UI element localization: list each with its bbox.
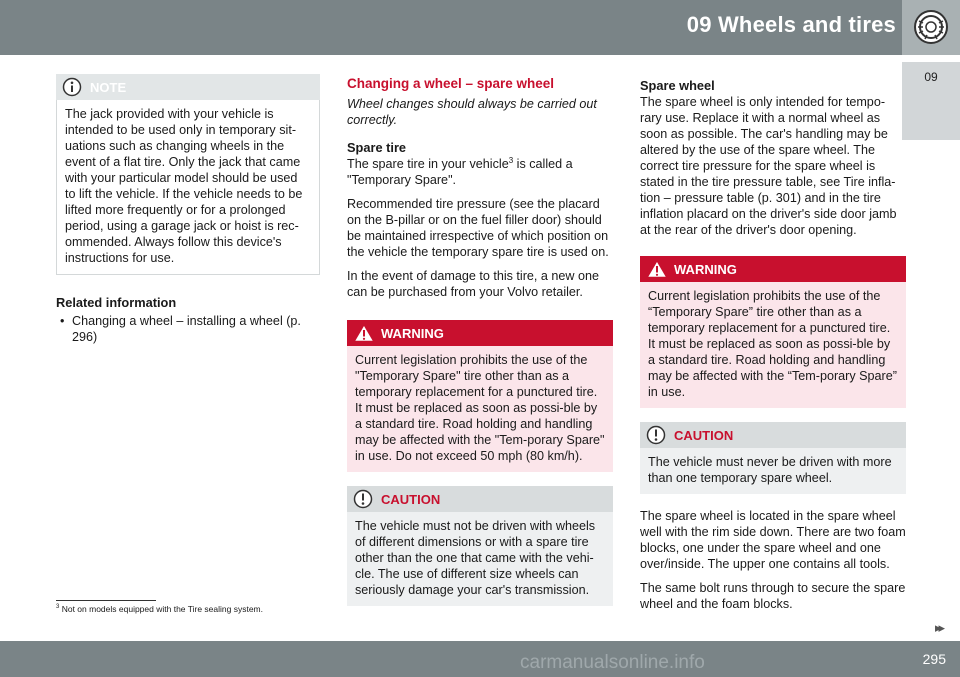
caution-box [347,486,613,606]
spare-tire-paragraph [347,156,613,188]
chapter-side-tab[interactable] [902,62,960,140]
caution-header [347,486,613,512]
note-header [56,74,320,100]
warning-box [347,320,613,472]
page-footer [0,641,960,677]
section-subtitle: Wheel changes should always be carried out correctly. [347,97,597,127]
warning-label: WARNING [674,262,737,277]
tire-icon [913,9,949,45]
bullet-icon: • [60,314,65,328]
caution-header [640,422,906,448]
retailer-paragraph: In the event of damage to this tire, a new one can be purchased from your Volvo retailer. [347,269,600,299]
footnote [56,604,263,614]
warning-box [640,256,906,408]
chapter-title: 09 Wheels and tires [686,12,896,37]
pressure-paragraph: Recommended tire pressure (see the placard on the B-pillar or on the fuel filler door) should be maintained irrespective of which position on the vehicle the temporary spare tire is used on. [347,197,609,259]
note-label: NOTE [90,80,127,95]
info-icon [62,77,82,97]
warning-triangle-icon [646,259,668,279]
spare-wheel-paragraph: The spare wheel is only intended for tempo-rary use. Replace it with a normal wheel as soon as possible. The car's handling may be altered by the use of the spare wheel. The correct tire pressure for the spare wheel is stated in the tire pressure table, see Tire infla-tion – pressure table (p. 301) and in the tire inflation placard on the driver's side door jamb at the rear of the driver's door opening. [640,95,897,237]
footnote-divider [56,600,156,601]
warning-label: WARNING [381,326,444,341]
warning-header [347,320,613,346]
warning-header [640,256,906,282]
warning-text: Current legislation prohibits the use of the "Temporary Spare" tire other than as a temporary replacement for a punctured tire. It must be replaced as soon as possi-ble by a standard tire. Road holding and handling may be affected with the "Tem-porary Spare" in use. Do not exceed 50 mph (80 km/h). [347,346,613,472]
watermark: carmanualsonline.info [520,652,705,673]
warning-text: Current legislation prohibits the use of the “Temporary Spare” tire other than as a temporary replacement for a punctured tire. It must be replaced as soon as possi-ble by a standard tire. Road holding and handling may be affected with the “Tem-porary Spare” in use. [640,282,906,408]
page-header [0,0,960,55]
chapter-icon-box [902,0,960,55]
location-paragraph: The spare wheel is located in the spare wheel well with the rim side down. There are two foam blocks, one under the spare wheel and one over/inside. The upper one contains all tools. [640,509,906,571]
page-number: 295 [922,651,946,667]
caution-label: CAUTION [381,492,441,507]
next-page-arrows-icon[interactable]: ▸▸ [934,620,942,635]
spare-tire-heading: Spare tire [347,140,407,155]
related-link-text[interactable]: Changing a wheel – installing a wheel (p. 296) [72,314,301,344]
column-left [56,74,320,345]
related-link-item[interactable] [56,313,320,345]
footnote-ref[interactable]: 3 [508,155,514,165]
bolt-paragraph: The same bolt runs through to secure the spare wheel and the foam blocks. [640,581,906,611]
spare-wheel-heading: Spare wheel [640,78,715,93]
footnote-marker: 3 [56,604,60,611]
related-information-heading: Related information [56,295,177,310]
spare-tire-text-b: is called a "Temporary Spare". [347,157,573,187]
caution-box [640,422,906,494]
caution-icon [646,425,666,445]
note-box [56,74,320,275]
caution-text: The vehicle must never be driven with more than one temporary spare wheel. [640,448,906,494]
footnote-text: Not on models equipped with the Tire sealing system. [61,604,263,614]
caution-text: The vehicle must not be driven with wheels of different dimensions or with a spare tire other than the one that came with the vehi-cle. The use of different size wheels can seriously damage your car's transmission. [347,512,613,606]
column-middle [347,74,613,616]
spare-tire-text-a: The spare tire in your vehicle [347,157,509,171]
chapter-side-tab-label: 09 [924,70,938,84]
caution-icon [353,489,373,509]
warning-triangle-icon [353,323,375,343]
column-right [640,74,906,612]
section-title: Changing a wheel – spare wheel [347,76,555,91]
caution-label: CAUTION [674,428,734,443]
note-text: The jack provided with your vehicle is intended to be used only in temporary sit-uations such as changing wheels in the event of a flat tire. Only the jack that came with your particular model should be used to lift the vehicle. If the vehicle needs to be lifted more frequently or for a prolonged period, using a garage jack or hoist is rec-ommended. Always follow this device's instructions for use. [56,100,320,275]
